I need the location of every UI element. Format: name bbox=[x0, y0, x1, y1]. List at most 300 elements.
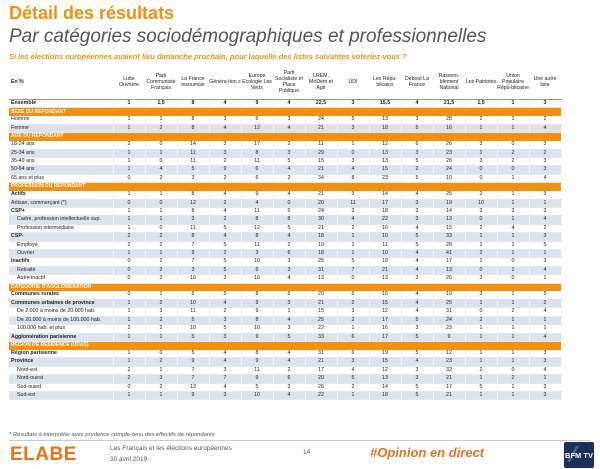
table-cell: 0 bbox=[113, 275, 145, 283]
table-cell: 1 bbox=[497, 241, 529, 249]
table-cell: 10 bbox=[241, 325, 273, 333]
row-label: Communes rurales bbox=[9, 291, 113, 299]
table-cell: 3 bbox=[401, 116, 433, 124]
section-header-row bbox=[9, 183, 561, 191]
column-header: Union Populaire Répu-blicaine bbox=[497, 64, 529, 100]
table-cell: 2 bbox=[465, 191, 497, 199]
table-cell: 10 bbox=[465, 199, 497, 207]
table-cell: 11 bbox=[241, 207, 273, 215]
table-cell: 21 bbox=[305, 358, 337, 366]
table-cell: 3 bbox=[273, 325, 305, 333]
table-cell: 4 bbox=[401, 250, 433, 258]
table-cell: 19 bbox=[369, 350, 401, 358]
table-cell: 3 bbox=[209, 275, 241, 283]
row-label: Cadre, profession intellectuelle sup. bbox=[9, 216, 113, 224]
table-cell: 8 bbox=[241, 316, 273, 324]
table-cell: 5 bbox=[209, 224, 241, 232]
table-cell: 3 bbox=[337, 308, 369, 316]
table-cell: 2 bbox=[273, 141, 305, 149]
table-row bbox=[9, 174, 561, 182]
table-cell: 2 bbox=[113, 241, 145, 249]
table-cell: 20 bbox=[305, 199, 337, 207]
table-cell: 0 bbox=[273, 199, 305, 207]
table-cell: 22 bbox=[369, 216, 401, 224]
table-cell: 2 bbox=[113, 233, 145, 241]
table-cell: 1 bbox=[337, 392, 369, 400]
row-label: 100.000 hab. et plus bbox=[9, 325, 113, 333]
table-cell: 28 bbox=[433, 116, 465, 124]
table-cell: 4 bbox=[529, 366, 561, 374]
table-cell: 5 bbox=[401, 350, 433, 358]
table-cell: 12 bbox=[369, 141, 401, 149]
table-cell: 17 bbox=[433, 383, 465, 391]
table-cell: 1 bbox=[529, 199, 561, 207]
table-cell: 3 bbox=[529, 141, 561, 149]
table-cell: 1 bbox=[113, 392, 145, 400]
table-cell: 1 bbox=[113, 166, 145, 174]
table-cell: 5 bbox=[529, 241, 561, 249]
row-label: Nord-est bbox=[9, 366, 113, 374]
table-cell: 15 bbox=[433, 224, 465, 232]
table-cell: 2 bbox=[145, 358, 177, 366]
table-cell: 12 bbox=[241, 224, 273, 232]
row-label: Sud-ouest bbox=[9, 383, 113, 391]
row-label: Ouvrier bbox=[9, 250, 113, 258]
table-cell: 11 bbox=[177, 308, 209, 316]
table-cell: 7 bbox=[209, 375, 241, 383]
table-cell: 23 bbox=[433, 149, 465, 157]
table-cell: 3 bbox=[337, 100, 369, 108]
table-row bbox=[9, 333, 561, 341]
table-cell: 3 bbox=[465, 141, 497, 149]
table-cell: 4 bbox=[209, 207, 241, 215]
table-cell: 26 bbox=[305, 383, 337, 391]
table-cell: 10 bbox=[177, 325, 209, 333]
table-cell: 1 bbox=[145, 392, 177, 400]
page-title: Détail des résultats bbox=[9, 3, 175, 23]
column-header: Parti Communiste Français bbox=[145, 64, 177, 100]
table-cell: 0 bbox=[113, 383, 145, 391]
table-cell: 0 bbox=[497, 366, 529, 374]
table-cell: 3 bbox=[529, 350, 561, 358]
table-cell: 9 bbox=[209, 166, 241, 174]
table-cell: 0 bbox=[465, 308, 497, 316]
table-cell: 3 bbox=[209, 116, 241, 124]
table-cell: 17 bbox=[305, 366, 337, 374]
section-header-row bbox=[9, 342, 561, 350]
table-cell: 1 bbox=[337, 250, 369, 258]
table-cell: 1 bbox=[337, 233, 369, 241]
table-cell: 19 bbox=[433, 291, 465, 299]
table-cell: 14 bbox=[369, 383, 401, 391]
table-cell: 5 bbox=[177, 166, 209, 174]
table-cell: 5 bbox=[177, 333, 209, 341]
table-cell: 0 bbox=[465, 216, 497, 224]
row-label: CSP- bbox=[9, 233, 113, 241]
table-cell: 10 bbox=[369, 233, 401, 241]
table-cell: 4 bbox=[273, 316, 305, 324]
table-cell: 1,5 bbox=[145, 100, 177, 108]
table-cell: 3 bbox=[401, 375, 433, 383]
table-cell: 9 bbox=[177, 392, 209, 400]
column-header: LREM, MoDem et Agir bbox=[305, 64, 337, 100]
table-cell: 6 bbox=[241, 166, 273, 174]
section-header-row bbox=[9, 108, 561, 116]
elabe-logo: ELABE bbox=[10, 444, 77, 465]
table-cell: 5 bbox=[401, 333, 433, 341]
table-cell: 1 bbox=[497, 316, 529, 324]
table-cell: 1 bbox=[337, 325, 369, 333]
table-cell: 6 bbox=[273, 250, 305, 258]
table-cell: 13 bbox=[305, 275, 337, 283]
table-cell: 8 bbox=[241, 149, 273, 157]
table-cell: 6 bbox=[273, 375, 305, 383]
table-cell: 4 bbox=[401, 266, 433, 274]
table-cell: 2 bbox=[209, 250, 241, 258]
table-row bbox=[9, 291, 561, 299]
table-cell: 1 bbox=[497, 100, 529, 108]
table-cell: 2 bbox=[401, 166, 433, 174]
section-header-row bbox=[9, 283, 561, 291]
table-cell: 16 bbox=[369, 291, 401, 299]
table-cell: 4 bbox=[273, 191, 305, 199]
row-label: Actifs bbox=[9, 191, 113, 199]
table-cell: 11 bbox=[177, 157, 209, 165]
column-header: Généra-tion.s bbox=[209, 64, 241, 100]
table-cell: 1 bbox=[529, 316, 561, 324]
table-cell: 1 bbox=[465, 358, 497, 366]
column-header: Les Patriotes bbox=[465, 64, 497, 100]
table-cell: 25 bbox=[433, 191, 465, 199]
row-label: 25-34 ans bbox=[9, 149, 113, 157]
section-label: SEXE DU REPONDANT bbox=[9, 108, 561, 116]
page-number: 14 bbox=[303, 449, 311, 456]
table-cell: 1 bbox=[465, 375, 497, 383]
table-cell: 1 bbox=[465, 392, 497, 400]
table-cell: 2 bbox=[209, 216, 241, 224]
table-cell: 2 bbox=[145, 300, 177, 308]
table-cell: 3 bbox=[209, 333, 241, 341]
table-cell: 3 bbox=[337, 207, 369, 215]
row-label: 18-24 ans bbox=[9, 141, 113, 149]
table-cell: 2 bbox=[209, 308, 241, 316]
table-cell: 2 bbox=[465, 250, 497, 258]
table-cell: 1 bbox=[465, 241, 497, 249]
row-label: Région parisienne bbox=[9, 350, 113, 358]
table-cell: 17 bbox=[369, 333, 401, 341]
table-cell: 1 bbox=[497, 116, 529, 124]
row-label: Retraité bbox=[9, 266, 113, 274]
table-cell: 1 bbox=[113, 216, 145, 224]
table-cell: 30 bbox=[305, 216, 337, 224]
results-table bbox=[9, 64, 562, 400]
table-cell: 16 bbox=[369, 224, 401, 232]
column-header: Rassem-blement National bbox=[433, 64, 465, 100]
table-cell: 9 bbox=[241, 191, 273, 199]
table-cell: 3 bbox=[337, 191, 369, 199]
table-cell: 5 bbox=[273, 333, 305, 341]
table-cell: 2 bbox=[337, 300, 369, 308]
footer-divider bbox=[9, 440, 591, 441]
section-label: PROFESSION DU REPONDANT bbox=[9, 183, 561, 191]
table-cell: 4 bbox=[337, 166, 369, 174]
table-cell: 24 bbox=[433, 166, 465, 174]
column-header: Parti Socialiste et Place Publique bbox=[273, 64, 305, 100]
column-header: Une autre liste bbox=[529, 64, 561, 100]
table-cell: 3 bbox=[177, 266, 209, 274]
table-cell: 7 bbox=[177, 258, 209, 266]
table-cell: 17 bbox=[369, 199, 401, 207]
table-cell: 13 bbox=[433, 216, 465, 224]
table-cell: 3 bbox=[529, 392, 561, 400]
table-cell: 1 bbox=[465, 149, 497, 157]
table-cell: 25 bbox=[305, 316, 337, 324]
table-cell: 2 bbox=[497, 375, 529, 383]
table-cell: 8 bbox=[337, 174, 369, 182]
column-header: La France insoumise bbox=[177, 64, 209, 100]
table-cell: 11 bbox=[241, 157, 273, 165]
table-cell: 1 bbox=[145, 291, 177, 299]
table-cell: 21,5 bbox=[433, 100, 465, 108]
table-cell: 7 bbox=[337, 266, 369, 274]
table-cell: 26 bbox=[433, 141, 465, 149]
table-cell: 31 bbox=[305, 266, 337, 274]
table-cell: 3 bbox=[401, 199, 433, 207]
table-cell: 3 bbox=[273, 258, 305, 266]
table-cell: 6 bbox=[401, 141, 433, 149]
table-cell: 5 bbox=[401, 316, 433, 324]
table-cell: 5 bbox=[401, 157, 433, 165]
table-cell: 31 bbox=[433, 308, 465, 316]
table-cell: 0 bbox=[145, 199, 177, 207]
table-cell: 5 bbox=[209, 241, 241, 249]
table-cell: 8 bbox=[241, 216, 273, 224]
table-cell: 0 bbox=[497, 275, 529, 283]
table-cell: 6 bbox=[177, 291, 209, 299]
table-cell: 10 bbox=[241, 258, 273, 266]
row-label: Province bbox=[9, 358, 113, 366]
hashtag: #Opinion en direct bbox=[370, 445, 485, 460]
table-cell: 5 bbox=[465, 383, 497, 391]
table-cell: 1 bbox=[529, 275, 561, 283]
table-cell: 8 bbox=[177, 191, 209, 199]
table-cell: 1 bbox=[465, 300, 497, 308]
table-cell: 19 bbox=[305, 241, 337, 249]
table-cell: 23 bbox=[433, 358, 465, 366]
table-cell: 4 bbox=[529, 174, 561, 182]
section-label: AGE DU REPONDANT bbox=[9, 133, 561, 141]
table-cell: 0 bbox=[145, 141, 177, 149]
table-cell: 1 bbox=[497, 199, 529, 207]
table-cell: 1 bbox=[497, 216, 529, 224]
table-cell: 4 bbox=[401, 300, 433, 308]
table-cell: 0 bbox=[337, 275, 369, 283]
table-row bbox=[9, 224, 561, 232]
table-header-row bbox=[9, 64, 561, 100]
table-cell: 1 bbox=[273, 308, 305, 316]
table-cell: 0 bbox=[465, 174, 497, 182]
table-cell: 2 bbox=[529, 149, 561, 157]
row-label: Artisan, commerçant (*) bbox=[9, 199, 113, 207]
table-cell: 15,5 bbox=[369, 100, 401, 108]
table-cell: 0 bbox=[145, 350, 177, 358]
table-cell: 8 bbox=[273, 216, 305, 224]
table-cell: 3 bbox=[529, 157, 561, 165]
table-cell: 17 bbox=[433, 258, 465, 266]
table-cell: 2 bbox=[497, 149, 529, 157]
table-cell: 1 bbox=[465, 350, 497, 358]
table-cell: 4 bbox=[209, 350, 241, 358]
table-cell: 16 bbox=[177, 275, 209, 283]
table-cell: 10 bbox=[177, 300, 209, 308]
table-cell: 32 bbox=[433, 366, 465, 374]
table-cell: 3 bbox=[209, 316, 241, 324]
table-cell: 18 bbox=[369, 258, 401, 266]
table-cell: 2 bbox=[145, 124, 177, 132]
table-row bbox=[9, 191, 561, 199]
table-cell: 0 bbox=[113, 266, 145, 274]
table-cell: 21 bbox=[433, 392, 465, 400]
table-cell: 4 bbox=[529, 266, 561, 274]
table-cell: 12 bbox=[369, 308, 401, 316]
table-cell: 2 bbox=[273, 366, 305, 374]
table-cell: 3 bbox=[273, 266, 305, 274]
table-cell: 1 bbox=[145, 333, 177, 341]
table-cell: 1 bbox=[145, 207, 177, 215]
table-cell: 3 bbox=[401, 275, 433, 283]
table-row bbox=[9, 241, 561, 249]
table-cell: 9 bbox=[433, 333, 465, 341]
table-cell: 23 bbox=[369, 174, 401, 182]
table-row bbox=[9, 308, 561, 316]
table-cell: 2 bbox=[113, 141, 145, 149]
table-cell: 12 bbox=[241, 124, 273, 132]
table-cell: 17 bbox=[369, 316, 401, 324]
row-label: Sud-est bbox=[9, 392, 113, 400]
table-row bbox=[9, 350, 561, 358]
table-cell: 2 bbox=[113, 375, 145, 383]
table-cell: 1 bbox=[337, 141, 369, 149]
table-cell: 4 bbox=[337, 366, 369, 374]
table-cell: 1 bbox=[113, 224, 145, 232]
table-cell: 22 bbox=[305, 392, 337, 400]
table-cell: 8 bbox=[177, 233, 209, 241]
row-label: De 20.000 à moins de 100.000 hab. bbox=[9, 316, 113, 324]
table-cell: 11 bbox=[337, 199, 369, 207]
table-cell: 3 bbox=[273, 383, 305, 391]
table-row bbox=[9, 266, 561, 274]
table-cell: 1 bbox=[113, 100, 145, 108]
table-cell: 15 bbox=[369, 300, 401, 308]
table-cell: 4 bbox=[273, 350, 305, 358]
table-cell: 1 bbox=[497, 174, 529, 182]
table-cell: 4 bbox=[401, 100, 433, 108]
table-cell: 10 bbox=[433, 174, 465, 182]
table-cell: 21 bbox=[305, 124, 337, 132]
table-cell: 3 bbox=[529, 100, 561, 108]
table-cell: 5 bbox=[401, 392, 433, 400]
table-cell: 11 bbox=[369, 241, 401, 249]
table-cell: 13 bbox=[369, 157, 401, 165]
table-cell: 5 bbox=[401, 383, 433, 391]
table-cell: 3 bbox=[241, 250, 273, 258]
table-cell: 1,5 bbox=[465, 100, 497, 108]
footer-source-title: Les Français et les élections européennes bbox=[110, 445, 232, 452]
table-cell: 16 bbox=[433, 124, 465, 132]
table-cell: 2 bbox=[337, 316, 369, 324]
table-cell: 1 bbox=[497, 250, 529, 258]
table-cell: 18 bbox=[305, 250, 337, 258]
table-cell: 1 bbox=[497, 383, 529, 391]
table-cell: 5 bbox=[529, 291, 561, 299]
table-cell: 2 bbox=[529, 116, 561, 124]
table-cell: 3 bbox=[529, 207, 561, 215]
table-cell: 20 bbox=[305, 291, 337, 299]
table-cell: 22 bbox=[305, 325, 337, 333]
row-label: Employé bbox=[9, 241, 113, 249]
table-cell: 24 bbox=[305, 207, 337, 215]
row-label: Autre inactif bbox=[9, 275, 113, 283]
table-row bbox=[9, 157, 561, 165]
table-cell: 2 bbox=[465, 366, 497, 374]
table-cell: 4 bbox=[529, 333, 561, 341]
table-cell: 3 bbox=[401, 149, 433, 157]
table-corner-label: En % bbox=[9, 64, 113, 100]
row-label: Ensemble bbox=[9, 100, 113, 108]
table-cell: 1 bbox=[497, 325, 529, 333]
table-cell: 2 bbox=[145, 266, 177, 274]
table-cell: 2 bbox=[145, 325, 177, 333]
table-cell: 16 bbox=[369, 325, 401, 333]
table-cell: 5 bbox=[273, 157, 305, 165]
table-cell: 1 bbox=[113, 333, 145, 341]
table-cell: 33 bbox=[305, 333, 337, 341]
table-cell: 3 bbox=[465, 291, 497, 299]
table-cell: 2 bbox=[209, 157, 241, 165]
column-header: Debout La France bbox=[401, 64, 433, 100]
table-cell: 1 bbox=[113, 358, 145, 366]
row-label: Agglomération parisienne bbox=[9, 333, 113, 341]
table-cell: 3 bbox=[337, 124, 369, 132]
table-cell: 0 bbox=[113, 291, 145, 299]
table-cell: 0 bbox=[113, 199, 145, 207]
row-label: 35-49 ans bbox=[9, 157, 113, 165]
table-cell: 1 bbox=[465, 325, 497, 333]
table-row bbox=[9, 383, 561, 391]
table-cell: 3 bbox=[401, 366, 433, 374]
table-cell: 3 bbox=[401, 216, 433, 224]
table-cell: 2 bbox=[529, 300, 561, 308]
table-cell: 5 bbox=[273, 224, 305, 232]
table-cell: 9 bbox=[177, 250, 209, 258]
table-row bbox=[9, 233, 561, 241]
table-row bbox=[9, 124, 561, 132]
table-cell: 4 bbox=[209, 383, 241, 391]
table-cell: 31 bbox=[305, 350, 337, 358]
section-header-row bbox=[9, 133, 561, 141]
table-cell: 11 bbox=[177, 149, 209, 157]
table-cell: 1 bbox=[113, 350, 145, 358]
table-cell: 5 bbox=[401, 124, 433, 132]
table-cell: 1 bbox=[113, 308, 145, 316]
table-cell: 6 bbox=[241, 266, 273, 274]
table-cell: 17 bbox=[241, 141, 273, 149]
table-cell: 2 bbox=[465, 224, 497, 232]
table-cell: 13 bbox=[369, 275, 401, 283]
table-cell: 26 bbox=[433, 157, 465, 165]
table-cell: 0 bbox=[497, 166, 529, 174]
table-cell: 2 bbox=[145, 275, 177, 283]
